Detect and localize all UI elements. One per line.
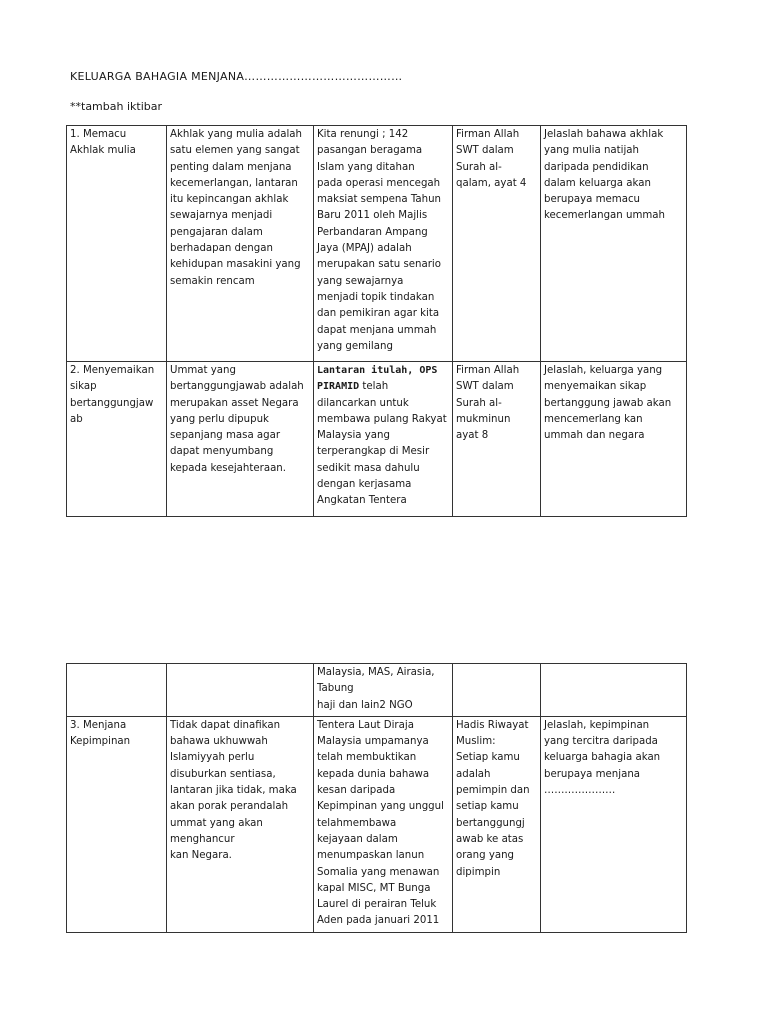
cell-line: Firman Allah [456, 365, 520, 376]
cell-line: Ummat yang [170, 365, 236, 376]
cell-line: Perbandaran Ampang [317, 226, 428, 238]
cell-line: ayat 8 [456, 430, 489, 442]
iktibar-table-1 [66, 125, 687, 517]
cell-line: ………………… [544, 785, 616, 797]
example-text: telah [359, 381, 389, 393]
conclusion-cell [541, 362, 687, 517]
cell-line: Firman Allah [456, 129, 520, 140]
cell-line: maksiat sempena Tahun [317, 194, 441, 206]
table-row [67, 362, 687, 517]
cell-line: Hadis Riwayat [456, 719, 529, 731]
cell-line: menyemaikan sikap [544, 381, 647, 393]
cell-line: sikap [70, 381, 97, 393]
cell-line: yang sewajarnya [317, 275, 404, 287]
cell-line: 1. Memacu [70, 129, 127, 140]
cell-line: pasangan beragama [317, 145, 423, 157]
cell-line: menumpaskan lanun [317, 850, 425, 862]
cell-line: Tentera Laut Diraja [317, 719, 414, 731]
example-cell [314, 362, 453, 517]
document-subtitle: **tambah iktibar [70, 100, 163, 113]
cell-line: mencemerlang kan [544, 413, 643, 425]
cell-line: Islam yang ditahan [317, 161, 415, 173]
cell-line: dilancarkan untuk [317, 397, 409, 409]
example-cell [314, 716, 453, 932]
cell-line: bahawa ukhuwwah [170, 736, 268, 748]
cell-line: ummah dan negara [544, 430, 645, 442]
aspect-cell [67, 362, 167, 517]
cell-line: dipimpin [456, 866, 501, 878]
explanation-cell [167, 362, 314, 517]
cell-line: Baru 2011 oleh Majlis [317, 210, 428, 222]
cell-line: yang gemilang [317, 340, 393, 352]
reference-cell [453, 126, 541, 362]
table-row [67, 126, 687, 362]
cell-line: kapal MISC, MT Bunga [317, 882, 431, 894]
cell-line: Surah al- [456, 161, 502, 173]
cell-line: dan pemikiran agar kita [317, 308, 440, 320]
cell-line: Malaysia, MAS, Airasia, [317, 667, 435, 678]
cell-line: dapat menyumbang [170, 446, 274, 458]
conclusion-cell [541, 716, 687, 932]
reference-cell [453, 362, 541, 517]
cell-line: disuburkan sentiasa, [170, 768, 276, 780]
cell-line: Kepimpinan [70, 736, 131, 748]
cell-line: Surah al- [456, 397, 502, 409]
cell-line: SWT dalam [456, 381, 514, 393]
table-row [67, 664, 687, 717]
cell-line: sedikit masa dahulu [317, 462, 420, 474]
cell-line: yang perlu dipupuk [170, 413, 269, 425]
cell-line: Malaysia umpamanya [317, 736, 429, 748]
cell-line: orang yang [456, 850, 515, 862]
cell-line: Muslim: [456, 736, 496, 748]
ops-piramid-bold: PIRAMID [317, 381, 360, 393]
cell-line: Laurel di perairan Teluk [317, 899, 437, 911]
cell-line: SWT dalam [456, 145, 514, 157]
cell-line: terperangkap di Mesir [317, 446, 430, 458]
cell-line: pemimpin dan [456, 785, 530, 797]
cell-line: Islamiyyah perlu [170, 752, 255, 764]
cell-line: Tidak dapat dinafikan [170, 719, 281, 731]
cell-line: telahmembawa [317, 817, 397, 829]
cell-line: merupakan satu senario [317, 259, 441, 271]
cell-line: bertanggungjaw [70, 397, 154, 409]
cell-line: Somalia yang menawan [317, 866, 440, 878]
document-title: KELUARGA BAHAGIA MENJANA…………………………………… [70, 70, 403, 83]
cell-line: akan porak perandalah [170, 801, 289, 813]
cell-line: Kepimpinan yang unggul [317, 801, 444, 813]
reference-cell [453, 716, 541, 932]
table-row [67, 716, 687, 932]
cell-line: berupaya memacu [544, 194, 641, 206]
cell-line: haji dan lain2 NGO [317, 699, 413, 711]
cell-line: dalam keluarga akan [544, 177, 651, 189]
explanation-cell [167, 664, 314, 717]
cell-line: kehidupan masakini yang [170, 259, 301, 271]
cell-line: bertanggungjawab adalah [170, 381, 304, 393]
cell-line: pengajaran dalam [170, 226, 263, 238]
cell-line: 3. Menjana [70, 719, 127, 731]
cell-line: kejayaan dalam [317, 833, 398, 845]
cell-line: Setiap kamu [456, 752, 520, 764]
cell-line: Jelaslah, keluarga yang [544, 365, 663, 376]
cell-line: qalam, ayat 4 [456, 177, 527, 189]
cell-line: awab ke atas [456, 833, 524, 845]
cell-line: kan Negara. [170, 850, 232, 862]
explanation-cell [167, 126, 314, 362]
cell-line: itu kepincangan akhlak [170, 194, 289, 206]
cell-line: Jaya (MPAJ) adalah [317, 243, 412, 255]
cell-line: membawa pulang Rakyat [317, 413, 447, 425]
cell-line: mukminun [456, 413, 511, 425]
cell-line: sepanjang masa agar [170, 430, 281, 442]
cell-line: kepada dunia bahawa [317, 768, 430, 780]
cell-line: berupaya menjana [544, 768, 641, 780]
cell-line: Jelaslah, kepimpinan [544, 719, 650, 731]
cell-line: adalah [456, 768, 491, 780]
cell-line: yang mulia natijah [544, 145, 640, 157]
cell-line: sewajarnya menjadi [170, 210, 273, 222]
aspect-cell [67, 126, 167, 362]
cell-line: kepada kesejahteraan. [170, 462, 287, 474]
reference-cell [453, 664, 541, 717]
cell-line: penting dalam menjana [170, 161, 292, 173]
cell-line: berhadapan dengan [170, 243, 273, 255]
explanation-cell [167, 716, 314, 932]
cell-line: Tabung [317, 683, 354, 695]
conclusion-cell [541, 126, 687, 362]
cell-line: dengan kerjasama [317, 479, 412, 491]
cell-line: Jelaslah bahawa akhlak [544, 129, 664, 140]
cell-line: semakin rencam [170, 275, 255, 287]
cell-line: telah membuktikan [317, 752, 417, 764]
cell-line: setiap kamu [456, 801, 519, 813]
cell-line: 2. Menyemaikan [70, 365, 155, 376]
example-cell [314, 126, 453, 362]
cell-line: satu elemen yang sangat [170, 145, 300, 157]
cell-line: bertanggungj [456, 817, 525, 829]
cell-line: yang tercitra daripada [544, 736, 658, 748]
iktibar-table-2 [66, 663, 687, 933]
cell-line: kecemerlangan ummah [544, 210, 665, 222]
ops-piramid-bold: Lantaran itulah, OPS [317, 365, 438, 376]
conclusion-cell [541, 664, 687, 717]
cell-line: menghancur [170, 833, 235, 845]
cell-line: Aden pada januari 2011 [317, 915, 440, 927]
cell-line: dapat menjana ummah [317, 324, 437, 336]
cell-line: Akhlak yang mulia adalah [170, 129, 302, 140]
cell-line: Angkatan Tentera [317, 495, 407, 507]
cell-line: kesan daripada [317, 785, 396, 797]
cell-line: ummat yang akan [170, 817, 263, 829]
cell-line: merupakan asset Negara [170, 397, 299, 409]
cell-line: Malaysia yang [317, 430, 390, 442]
cell-line: daripada pendidikan [544, 161, 649, 173]
cell-line: menjadi topik tindakan [317, 291, 435, 303]
cell-line: pada operasi mencegah [317, 177, 441, 189]
example-lines [317, 396, 449, 510]
cell-line: keluarga bahagia akan [544, 752, 661, 764]
cell-line: bertanggung jawab akan [544, 397, 672, 409]
cell-line: lantaran jika tidak, maka [170, 785, 297, 797]
example-cell [314, 664, 453, 717]
aspect-cell [67, 664, 167, 717]
aspect-cell [67, 716, 167, 932]
cell-line: kecemerlangan, lantaran [170, 177, 298, 189]
cell-line: Akhlak mulia [70, 145, 136, 157]
cell-line: Kita renungi ; 142 [317, 129, 409, 140]
cell-line: ab [70, 413, 83, 425]
